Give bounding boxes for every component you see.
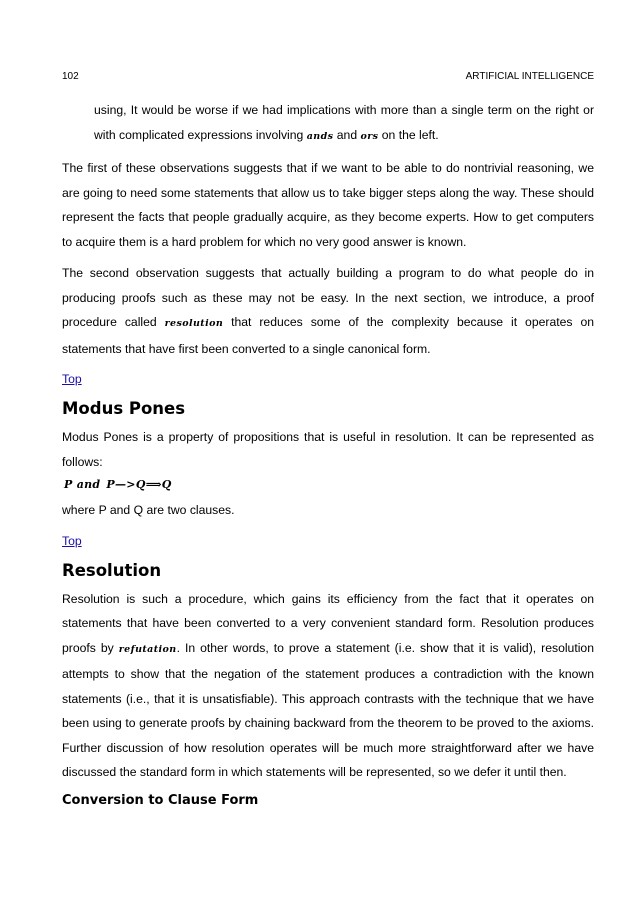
- second-observation-text-a: The second observation suggests that actually building a program to do what people do in producing proofs such as these may not be easy. In the next section, we introduce, a proof procedure called: [62, 266, 594, 329]
- resolution-text-a: Resolution is such a procedure, which gains its efficiency from the fact that it operates on statements that have been converted to a very convenient standard form. Resolution produces proofs by: [62, 591, 594, 655]
- top-link-2[interactable]: Top: [62, 533, 82, 548]
- script-word-ands: ands: [306, 130, 334, 142]
- formula-implies-arrow: —>: [115, 478, 136, 491]
- formula-q-result: Q: [161, 478, 172, 491]
- intro-text-c: on the left.: [378, 127, 439, 142]
- top-link[interactable]: Top: [62, 372, 82, 386]
- intro-text-a: using, It would be worse if we had implications with more than a single term on the right or with complicated expressions involving: [94, 103, 594, 142]
- modus-pones-paragraph: Modus Pones is a property of propositions that is useful in resolution. It can be represented as follows:: [62, 430, 594, 469]
- modus-pones-formula: [62, 474, 594, 498]
- formula-q: Q: [135, 478, 146, 491]
- script-word-resolution: resolution: [164, 318, 224, 329]
- observations-paragraph: The first of these observations suggests that if we want to be able to do nontrivial reasoning, we are going to need some statements that allow us to take bigger steps along the way. These should represent the facts that people gradually acquire, as they become experts. How to get computers to acquire them is a hard problem for which no very good answer is known.: [62, 161, 594, 249]
- modus-pones-caption: where P and Q are two clauses.: [62, 503, 235, 517]
- intro-text-b: and: [333, 127, 361, 142]
- formula-therefore-arrow: ⟹: [145, 478, 162, 491]
- resolution-text-b: . In other words, to prove a statement (i.e. show that it is valid), resolution attempts to show that the negation of the statement produces a contradiction with the known statements (i.e., that it is unsatisfiable). This approach contrasts with the technique that we have been using to generate proofs by chaining backward from the theorem to be proved to the axioms. Further discussion of how resolution operates will be much more straightforward after we have discussed the standard form in which statements will be represented, so we defer it until then.: [62, 640, 594, 779]
- main-content: [62, 98, 594, 812]
- running-header: [62, 71, 594, 85]
- resolution-paragraph: [62, 587, 594, 785]
- intro-continuation-paragraph: [62, 98, 594, 149]
- modus-pones-heading: Modus Pones: [62, 399, 186, 418]
- formula-p: P: [106, 478, 115, 491]
- page-number: 102: [62, 71, 79, 82]
- second-observation-text-b: that reduces some of the complexity because it operates on statements that have first been converted to a single canonical form.: [62, 315, 595, 356]
- running-header-title: ARTIFICIAL INTELLIGENCE: [465, 71, 594, 82]
- formula-p-and: P and: [64, 478, 101, 491]
- script-word-refutation: refutation: [118, 643, 177, 655]
- resolution-heading: Resolution: [62, 560, 162, 580]
- conversion-heading: Conversion to Clause Form: [62, 792, 259, 808]
- script-word-ors: ors: [360, 130, 379, 142]
- second-observation-paragraph: [62, 261, 594, 361]
